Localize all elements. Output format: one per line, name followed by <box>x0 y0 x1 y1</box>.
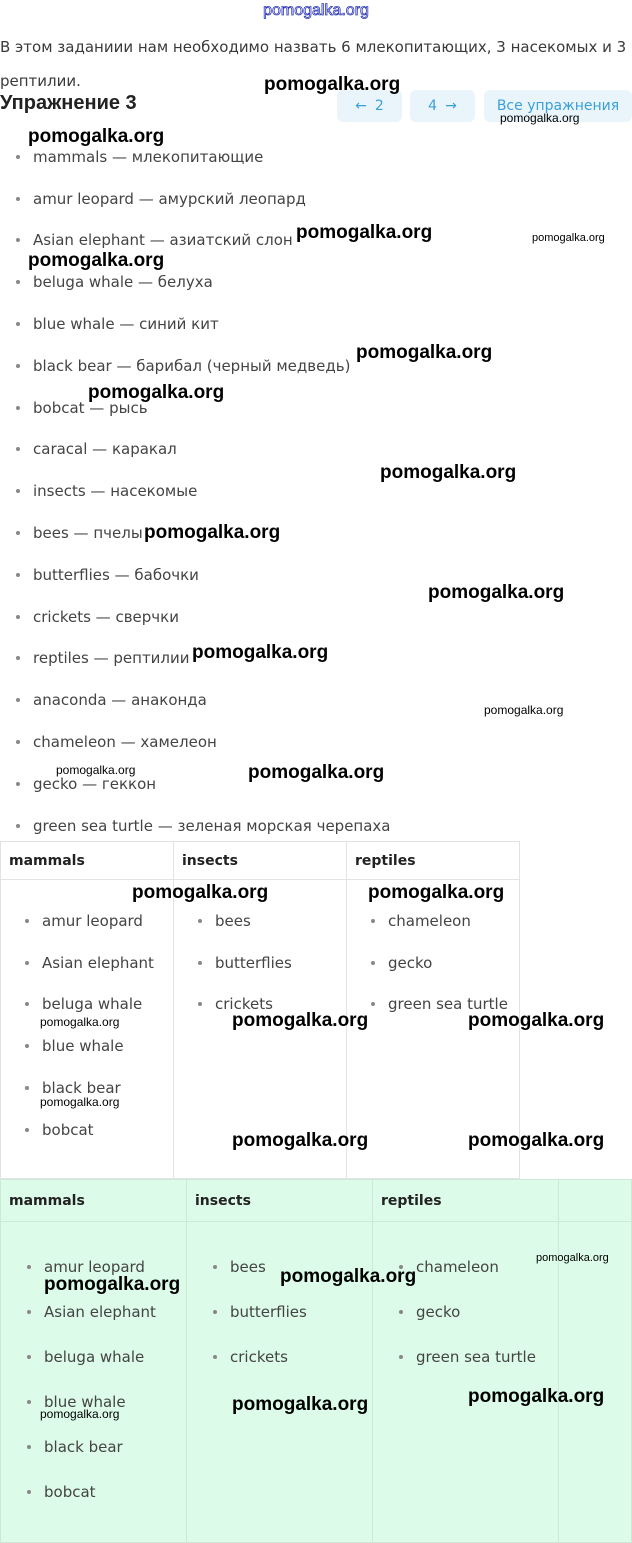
list-item: mammals — млекопитающие <box>0 136 632 178</box>
bullet-icon <box>16 531 20 535</box>
list-item: Asian elephant <box>1 1289 186 1334</box>
watermark: pomogalka.org <box>264 74 401 95</box>
bullet-icon <box>16 238 20 242</box>
watermark: pomogalka.org <box>40 1407 120 1421</box>
list-item: green sea turtle <box>373 1334 558 1379</box>
bullet-icon <box>16 280 20 284</box>
list-item: chameleon <box>373 1244 558 1289</box>
watermark: pomogalka.org <box>500 111 580 125</box>
watermark: pomogalka.org <box>40 1015 120 1029</box>
header-mammals: mammals <box>1 842 174 880</box>
bullet-icon <box>16 489 20 493</box>
list-item: black bear <box>1 1424 186 1469</box>
bullet-icon <box>16 155 20 159</box>
header-reptiles: reptiles <box>347 842 520 880</box>
all-exercises-label: Все упражнения <box>496 98 620 114</box>
task-intro: В этом заданиии нам необходимо назвать 6 млекопитающих, 3 насекомых и 3 рептилии. <box>0 38 627 90</box>
list-item: crickets <box>187 1334 372 1379</box>
arrow-right-icon: → <box>445 98 457 114</box>
list-item: insects — насекомые <box>0 470 632 512</box>
list-item: Asian elephant — азиатский слон <box>0 220 632 262</box>
list-item: bobcat <box>1 1469 186 1514</box>
bullet-icon <box>16 447 20 451</box>
bullet-icon <box>16 615 20 619</box>
bullet-icon <box>16 698 20 702</box>
list-item: chameleon <box>347 900 519 942</box>
watermark: pomogalka.org <box>44 1274 181 1295</box>
watermark: pomogalka.org <box>428 582 565 603</box>
list-item: black bear <box>1 1067 173 1109</box>
list-item: beluga whale — белуха <box>0 261 632 303</box>
watermark: pomogalka.org <box>468 1130 605 1151</box>
list-item: crickets <box>174 984 346 1026</box>
list-item: reptiles — рептилии <box>0 638 632 680</box>
list-item: anaconda — анаконда <box>0 679 632 721</box>
category-table-green <box>0 1179 632 1543</box>
watermark: pomogalka.org <box>28 126 165 147</box>
list-item: butterflies <box>174 942 346 984</box>
bullet-icon <box>16 656 20 660</box>
list-item: chameleon — хамелеон <box>0 721 632 763</box>
watermark: pomogalka.org <box>232 1010 369 1031</box>
list-item: green sea turtle <box>347 984 519 1026</box>
watermark: pomogalka.org <box>28 250 165 271</box>
bullet-icon <box>16 824 20 828</box>
watermark: pomogalka.org <box>56 763 136 777</box>
list-item: crickets — сверчки <box>0 596 632 638</box>
header-mammals: mammals <box>1 1180 187 1222</box>
mammals-cell <box>1 1222 187 1543</box>
exercise-title: Упражнение 3 <box>0 92 137 114</box>
bullet-icon <box>16 573 20 577</box>
list-item: blue whale <box>1 1379 186 1424</box>
watermark: pomogalka.org <box>532 232 605 244</box>
list-item: black bear — барибал (черный медведь) <box>0 345 632 387</box>
watermark: pomogalka.org <box>484 703 564 717</box>
watermark: pomogalka.org <box>132 882 269 903</box>
list-item: caracal — каракал <box>0 429 632 471</box>
list-item: gecko — геккон <box>0 763 632 805</box>
empty-header <box>559 1180 632 1222</box>
list-item: blue whale <box>1 1025 173 1067</box>
bullet-icon <box>16 406 20 410</box>
bullet-icon <box>16 364 20 368</box>
list-item: amur leopard <box>1 1244 186 1289</box>
watermark: pomogalka.org <box>248 762 385 783</box>
watermark: pomogalka.org <box>356 342 493 363</box>
mammals-cell <box>1 880 174 1179</box>
list-item: green sea turtle — зеленая морская черепаха <box>0 805 632 847</box>
bullet-icon <box>16 740 20 744</box>
watermark: pomogalka.org <box>468 1386 605 1407</box>
bullet-icon <box>16 197 20 201</box>
header-insects: insects <box>187 1180 373 1222</box>
list-item: butterflies — бабочки <box>0 554 632 596</box>
list-item: gecko <box>347 942 519 984</box>
list-item: amur leopard — амурский леопард <box>0 178 632 220</box>
next-exercise-label: 4 <box>428 98 438 114</box>
watermark: pomogalka.org <box>232 1394 369 1415</box>
watermark: pomogalka.org <box>368 882 505 903</box>
list-item: bees <box>174 900 346 942</box>
list-item: beluga whale <box>1 1334 186 1379</box>
empty-cell <box>559 1222 632 1543</box>
prev-exercise-label: 2 <box>374 98 384 114</box>
watermark: pomogalka.org <box>192 642 329 663</box>
watermark: pomogalka.org <box>296 222 433 243</box>
list-item: bobcat — рысь <box>0 387 632 429</box>
watermark: pomogalka.org <box>40 1095 120 1109</box>
list-item: bees — пчелы <box>0 512 632 554</box>
arrow-left-icon: ← <box>355 98 367 114</box>
list-item: butterflies <box>187 1289 372 1334</box>
list-item: Asian elephant <box>1 942 173 984</box>
list-item: bees <box>187 1244 372 1289</box>
list-item: blue whale — синий кит <box>0 303 632 345</box>
watermark: pomogalka.org <box>144 522 281 543</box>
site-watermark-top: pomogalka.org <box>263 2 369 19</box>
list-item: amur leopard <box>1 900 173 942</box>
header-reptiles: reptiles <box>373 1180 559 1222</box>
list-item: beluga whale <box>1 984 173 1026</box>
watermark: pomogalka.org <box>280 1266 417 1287</box>
header-insects: insects <box>174 842 347 880</box>
list-item: gecko <box>373 1289 558 1334</box>
next-exercise-button[interactable] <box>410 90 475 122</box>
watermark: pomogalka.org <box>232 1130 369 1151</box>
watermark: pomogalka.org <box>380 462 517 483</box>
watermark: pomogalka.org <box>88 382 225 403</box>
bullet-icon <box>16 782 20 786</box>
bullet-icon <box>16 322 20 326</box>
watermark: pomogalka.org <box>468 1010 605 1031</box>
list-item: bobcat <box>1 1109 173 1151</box>
watermark: pomogalka.org <box>536 1252 609 1264</box>
